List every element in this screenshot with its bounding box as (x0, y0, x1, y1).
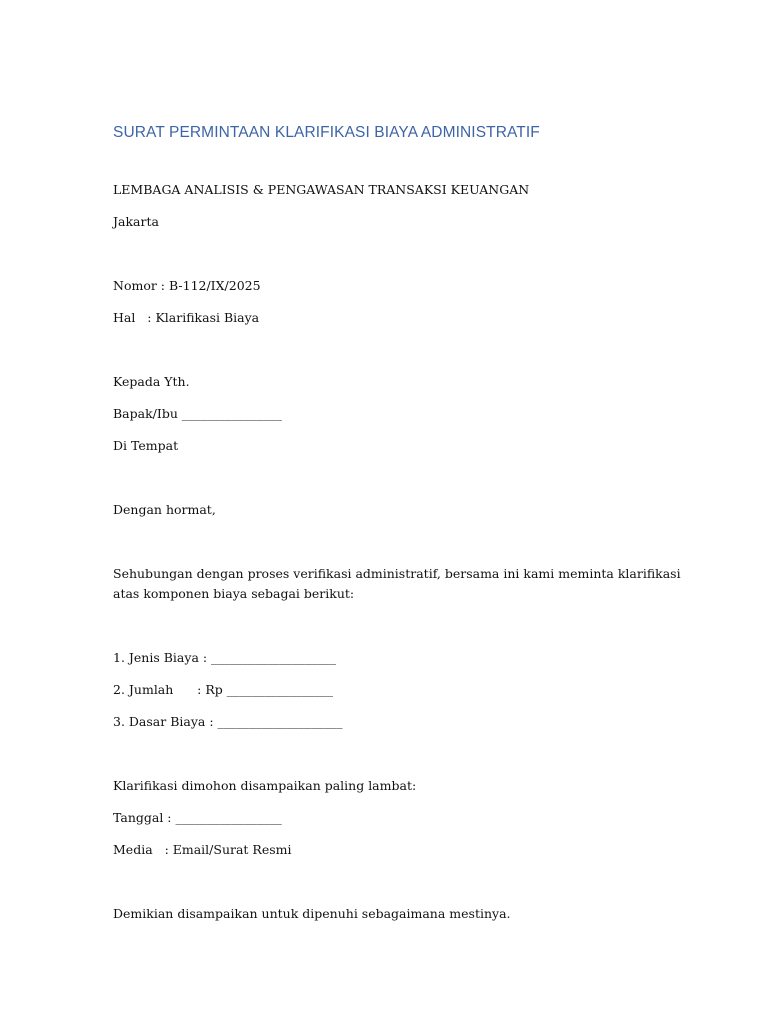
document-title: SURAT PERMINTAAN KLARIFIKASI BIAYA ADMINISTRATIF (113, 124, 540, 141)
closing-sentence: Demikian disampaikan untuk dipenuhi sebagaimana mestinya. (113, 906, 511, 921)
deadline-media: Media : Email/Surat Resmi (113, 842, 292, 857)
salutation: Dengan hormat, (113, 502, 216, 517)
recipient-name-line: Bapak/Ibu ________________ (113, 406, 282, 421)
letter-number: Nomor : B-112/IX/2025 (113, 278, 261, 293)
recipient-place: Di Tempat (113, 438, 179, 453)
body-paragraph-line-1: Sehubungan dengan proses verifikasi administratif, bersama ini kami meminta klarifikasi (113, 566, 681, 581)
letter-subject: Hal : Klarifikasi Biaya (113, 310, 260, 325)
deadline-date-field: Tanggal : _________________ (113, 810, 282, 825)
recipient-greeting: Kepada Yth. (113, 374, 190, 389)
body-paragraph-line-2: atas komponen biaya sebagai berikut: (113, 586, 355, 601)
city-line: Jakarta (113, 214, 159, 229)
list-item-dasar-biaya: 3. Dasar Biaya : ____________________ (113, 714, 343, 729)
list-item-jenis-biaya: 1. Jenis Biaya : ____________________ (113, 650, 337, 665)
institution-name: LEMBAGA ANALISIS & PENGAWASAN TRANSAKSI KEUANGAN (113, 182, 530, 197)
list-item-jumlah: 2. Jumlah : Rp _________________ (113, 682, 333, 697)
deadline-intro: Klarifikasi dimohon disampaikan paling lambat: (113, 778, 417, 793)
